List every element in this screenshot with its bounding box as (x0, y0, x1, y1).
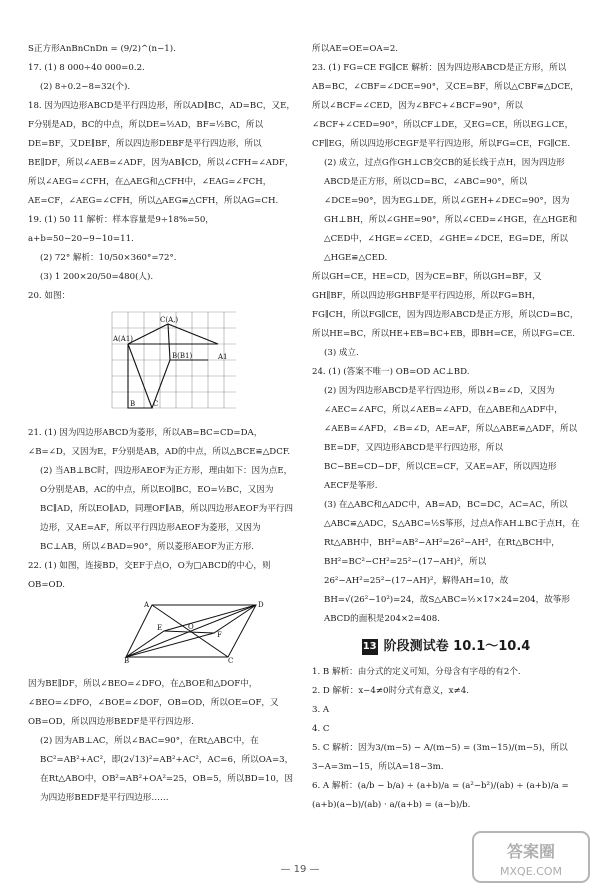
test-answer-4: 4. C (312, 724, 330, 734)
parallelogram-figure (124, 599, 296, 671)
svg-text:MXQE.COM: MXQE.COM (500, 865, 562, 878)
label-A: A (144, 601, 150, 609)
answer-22-2: (2) 因为AB⊥AC，所以∠BAC=90°，在Rt△ABC中，在BC²=AB²+AC²，即(2√13)²=AB²+AC²，AC=6，所以OA=3，在Rt△ABO中，OB²=AB²+OA²=25，OB=5，所以BD=10，因为四边形BEDF是平行四边形…… (40, 736, 294, 803)
answer-19-3: (3) 1 200×20/50=480(人). (40, 272, 154, 282)
answer-19-2: (2) 72° 解析：10/50×360°=72°. (40, 253, 177, 263)
answer-22-cont: 所以AE=OE=OA=2. (312, 44, 399, 54)
answer-23-1: 23. (1) FG=CE FG∥CE 解析：因为四边形ABCD是正方形，所以AB=BC，∠CBF=∠DCE=90°，又CE=BF，所以△CBF≌△DCE，所以∠BCF=∠CED，因为∠BFC+∠BCF=90°，所以∠BCF+∠CED=90°，所以CF⊥DE，又EG=CE，所以EG⊥CE，CF∥EG，所以四边形CEGF是平行四边形，所以FG=CE，FG∥CE. (312, 63, 579, 149)
label-b: B (130, 400, 136, 408)
answer-22-proof: 因为BE∥DF，所以∠BEO=∠DFO，在△BOE和△DOF中，∠BEO=∠DFO，∠BOE=∠DOF，OB=OD，所以OE=OF，又OB=OD，所以四边形BEDF是平行四边形. (28, 679, 279, 727)
answer-22-1: 22. (1) 如图，连接BD，交EF于点O，O为□ABCD的中心，则OB=OD. (28, 561, 271, 590)
grid-figure (110, 310, 296, 420)
answer-23-2-cont: 所以GH=CE，HE=CD，因为CE=BF，所以GH=BF，又GH∥BF，所以四边形GHBF是平行四边形，所以FG=BH，FG∥CH，所以FG∥CE，因为四边形ABCD是正方形，所以CD=BC，所以HE=BC，所以HE+EB=BC+EB，即BH=CE，所以FG=CE. (312, 272, 579, 339)
answer-24-1: 24. (1) (答案不唯一) OB=OD AC⊥BD. (312, 367, 470, 377)
answer-21-1: 21. (1) 因为四边形ABCD为菱形，所以AB=BC=CD=DA，∠B=∠D，又因为E，F分别是AB，AD的中点，所以△BCE≌△DCF. (28, 428, 291, 457)
label-b-b1: B(B1) (172, 352, 193, 360)
label-a-a1: A(A1) (113, 335, 134, 343)
test-answer-5: 5. C 解析：因为3/(m−5) − A/(m−5) = (3m−15)/(m−5)，所以3−A=3m−15，所以A=18−3m. (312, 743, 568, 772)
label-C: C (228, 657, 234, 663)
label-B: B (124, 657, 130, 663)
label-O: O (188, 623, 194, 631)
answer-20: 20. 如图： (28, 291, 71, 301)
answer-18: 18. 因为四边形ABCD是平行四边形，所以AD∥BC，AD=BC，又E，F分别是AD，BC的中点，所以DE=½AD，BF=½BC，所以DE=BF，又DE∥BF，所以四边形DEBF是平行四边形，所以BE∥DF，所以∠AEB=∠ADF，因为AB∥CD，所以∠CFH=∠ADF，所以∠AEG=∠CFH，在△AEG和△CFH中，∠EAG=∠FCH，AE=CF，∠AEG=∠CFH，所以△AEG≌△CFH，所以AG=CH. (28, 101, 295, 206)
page-number: — 19 — (280, 864, 320, 875)
section-badge: 13 (362, 639, 378, 655)
answer-19-1: 19. (1) 50 11 解析：样本容量是9÷18%=50，a+b=50−20−9−10=11. (28, 215, 214, 244)
answer-23-3: (3) 成立. (324, 348, 359, 358)
test-answer-1: 1. B 解析：由分式的定义可知，分母含有字母的有2个. (312, 667, 521, 677)
answer-24-2: (2) 因为四边形ABCD是平行四边形，所以∠B=∠D，又因为∠AEC=∠AFC，所以∠AEB=∠AFD，在△ABE和△ADF中，∠AEB=∠AFD，∠B=∠D，AE=AF，所以△ABE≌△ADF，所以BE=DF，又四边形ABCD是平行四边形，所以BC−BE=CD−DF，所以CE=CF，又AE=AF，所以四边形AECF是筝形. (324, 386, 578, 491)
answer-24-3: (3) 在△ABC和△ADC中，AB=AD，BC=DC，AC=AC，所以△ABC≌△ADC，S△ABC=½S筝形，过点A作AH⊥BC于点H，在Rt△ABH中，BH²=AB²−AH²=26²−AH²，在Rt△BCH中，BH²=BC²−CH²=25²−(17−AH)²，所以26²−AH²=25²−(17−AH)²，解得AH=10，故BH=√(26²−10²)=24，故S△ABC=½×17×24=204，故筝形ABCD的面积是204×2=408. (324, 500, 580, 624)
answer-17-2: (2) 8÷0.2−8=32(个). (40, 82, 131, 92)
test-answer-2: 2. D 解析：x−4≠0时分式有意义，x≠4. (312, 686, 469, 696)
answer-17-1: 17. (1) 8 000÷40 000=0.2. (28, 63, 145, 73)
answer-21-2: (2) 当AB⊥BC时，四边形AEOF为正方形，理由如下：因为点E，O分别是AB，AC的中点，所以EO∥BC，EO=½BC，又因为BC∥AD，所以EO∥AD，同理OF∥AB，所以四边形AEOF为平行四边形，又AE=AF，所以平行四边形AEOF为菱形，又因为BC⊥AB，所以∠BAD=90°，所以菱形AEOF为正方形. (40, 466, 293, 552)
svg-text:答案圈: 答案圈 (506, 842, 556, 861)
test-answer-3: 3. A (312, 705, 330, 715)
label-F: F (217, 631, 222, 639)
label-a1: A1 (218, 353, 228, 361)
label-c: C (153, 400, 159, 408)
right-column (312, 40, 580, 815)
section-title: 阶段测试卷 10.1～10.4 (383, 639, 531, 654)
left-column (28, 40, 296, 808)
answer-23-2: (2) 成立，过点G作GH⊥CB交CB的延长线于点H，因为四边形ABCD是正方形，所以CD=BC，∠ABC=90°，所以∠DCE=90°，因为EG⊥DE，所以∠GEH+∠DEC=90°，因为GH⊥BH，所以∠GHE=90°，所以∠CED=∠HGE，在△HGE和△CED中，∠HGE=∠CED，∠GHE=∠DCE，EG=DE，所以△HGE≌△CED. (324, 158, 578, 263)
label-E: E (157, 624, 163, 632)
watermark-logo (472, 831, 590, 883)
test-answer-6: 6. A 解析：(a/b − b/a) ÷ (a+b)/a = (a²−b²)/(ab) ÷ (a+b)/a = (a+b)(a−b)/(ab) · a/(a+b) = (a−b)/b. (312, 781, 569, 810)
section-header (312, 637, 580, 657)
formula-line: S正方形AnBnCnDn = (9/2)^(n−1). (28, 44, 176, 54)
label-c-a: C(A,) (160, 316, 179, 324)
label-D: D (258, 601, 264, 609)
